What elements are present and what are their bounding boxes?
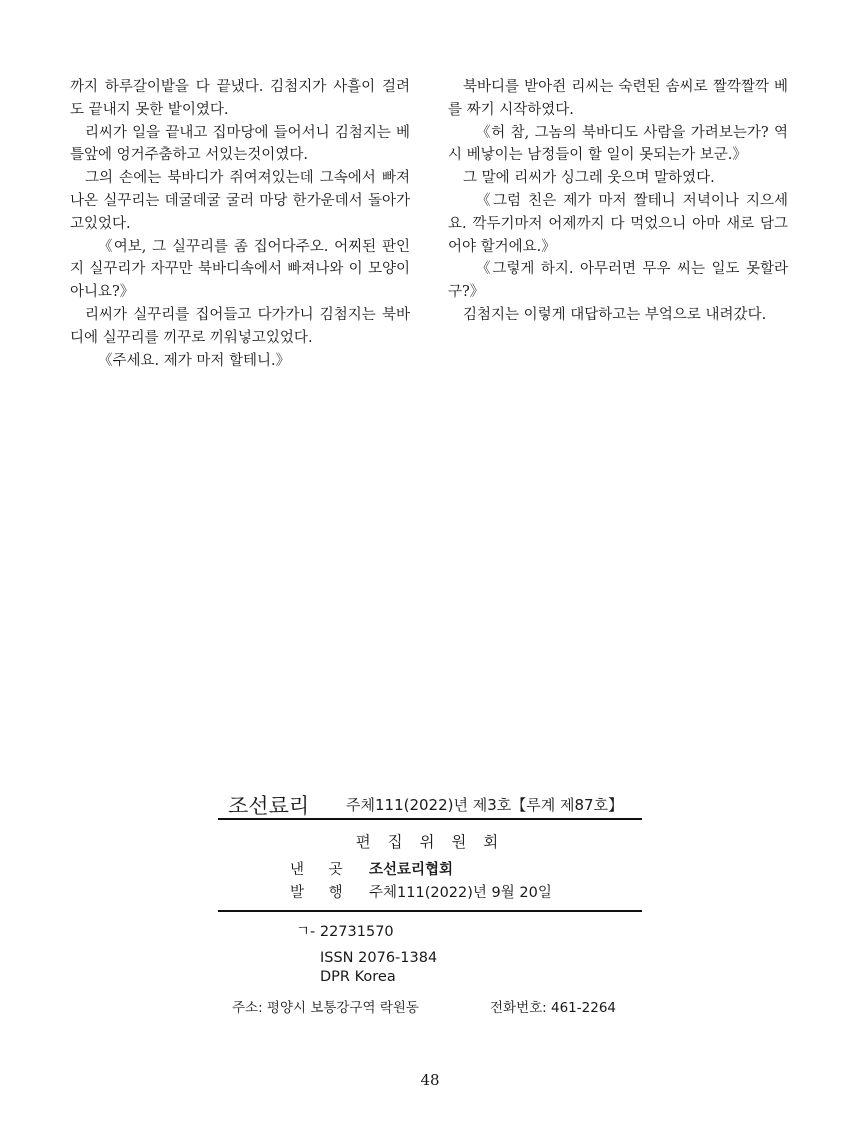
issue-info: 주체111(2022)년 제3호【루계 제87호】	[346, 796, 624, 814]
article-left-column	[70, 76, 410, 372]
country: DPR Korea	[320, 969, 396, 985]
paragraph: 그의 손에는 북바디가 쥐여져있는데 그속에서 빠져나온 실꾸리는 데굴데굴 굴러 마당 한가운데서 돌아가고있었다.	[70, 170, 410, 232]
paragraph: 그 말에 리씨가 싱그레 웃으며 말하였다.	[463, 170, 715, 187]
magazine-title: 조선료리	[228, 794, 310, 818]
issn: ISSN 2076-1384	[320, 950, 438, 966]
publisher-label: 낸 곳	[290, 862, 353, 878]
registration-number: ㄱ- 22731570	[296, 924, 394, 940]
paragraph: 《여보, 그 실꾸리를 좀 집어다주오. 어찌된 판인지 실꾸리가 자꾸만 북바디속에서 빠져나와 이 모양이 아니요?》	[70, 238, 410, 301]
paragraph: 《그럼 친은 제가 마저 짤테니 저녁이나 지으세요. 깍두기마저 어제까지 다 먹었으니 아마 새로 담그어야 할거에요.》	[448, 192, 788, 255]
phone-number: 전화번호: 461-2264	[490, 1000, 616, 1016]
masthead	[218, 790, 642, 818]
issued-date: 주체111(2022)년 9월 20일	[369, 885, 552, 901]
paragraph: 까지 하루갈이밭을 다 끝냈다. 김첨지가 사흘이 걸려도 끝내지 못한 밭이였다.	[70, 79, 410, 118]
paragraph: 《허 참, 그놈의 북바디도 사람을 가려보는가? 역시 베낳이는 남정들이 할 일이 못되는가 보군.》	[448, 124, 788, 164]
publisher-name: 조선료리협회	[369, 861, 454, 878]
paragraph: 김첨지는 이렇게 대답하고는 부엌으로 내려갔다.	[463, 306, 767, 323]
page-number: 48	[420, 1071, 440, 1089]
paragraph: 북바디를 받아쥔 리씨는 숙련된 솜씨로 짤깍짤깍 베를 짜기 시작하였다.	[448, 79, 788, 118]
paragraph: 《그렇게 하지. 아무러면 무우 씨는 일도 못할라구?》	[448, 261, 788, 301]
divider	[218, 818, 642, 820]
address: 주소: 평양시 보통강구역 락원동	[232, 1000, 419, 1016]
paragraph: 《주세요. 제가 마저 할테니.》	[98, 352, 291, 369]
issued-label: 발 행	[290, 885, 353, 901]
editorial-committee: 편 집 위 원 회	[355, 833, 505, 851]
divider	[218, 910, 642, 912]
paragraph: 리씨가 일을 끝내고 집마당에 들어서니 김첨지는 베틀앞에 엉거주춤하고 서있는것이였다.	[70, 124, 410, 164]
article-right-column	[448, 76, 788, 327]
paragraph: 리씨가 실꾸리를 집어들고 다가가니 김첨지는 북바디에 실꾸리를 끼꾸로 끼워넣고있었다.	[70, 306, 410, 346]
